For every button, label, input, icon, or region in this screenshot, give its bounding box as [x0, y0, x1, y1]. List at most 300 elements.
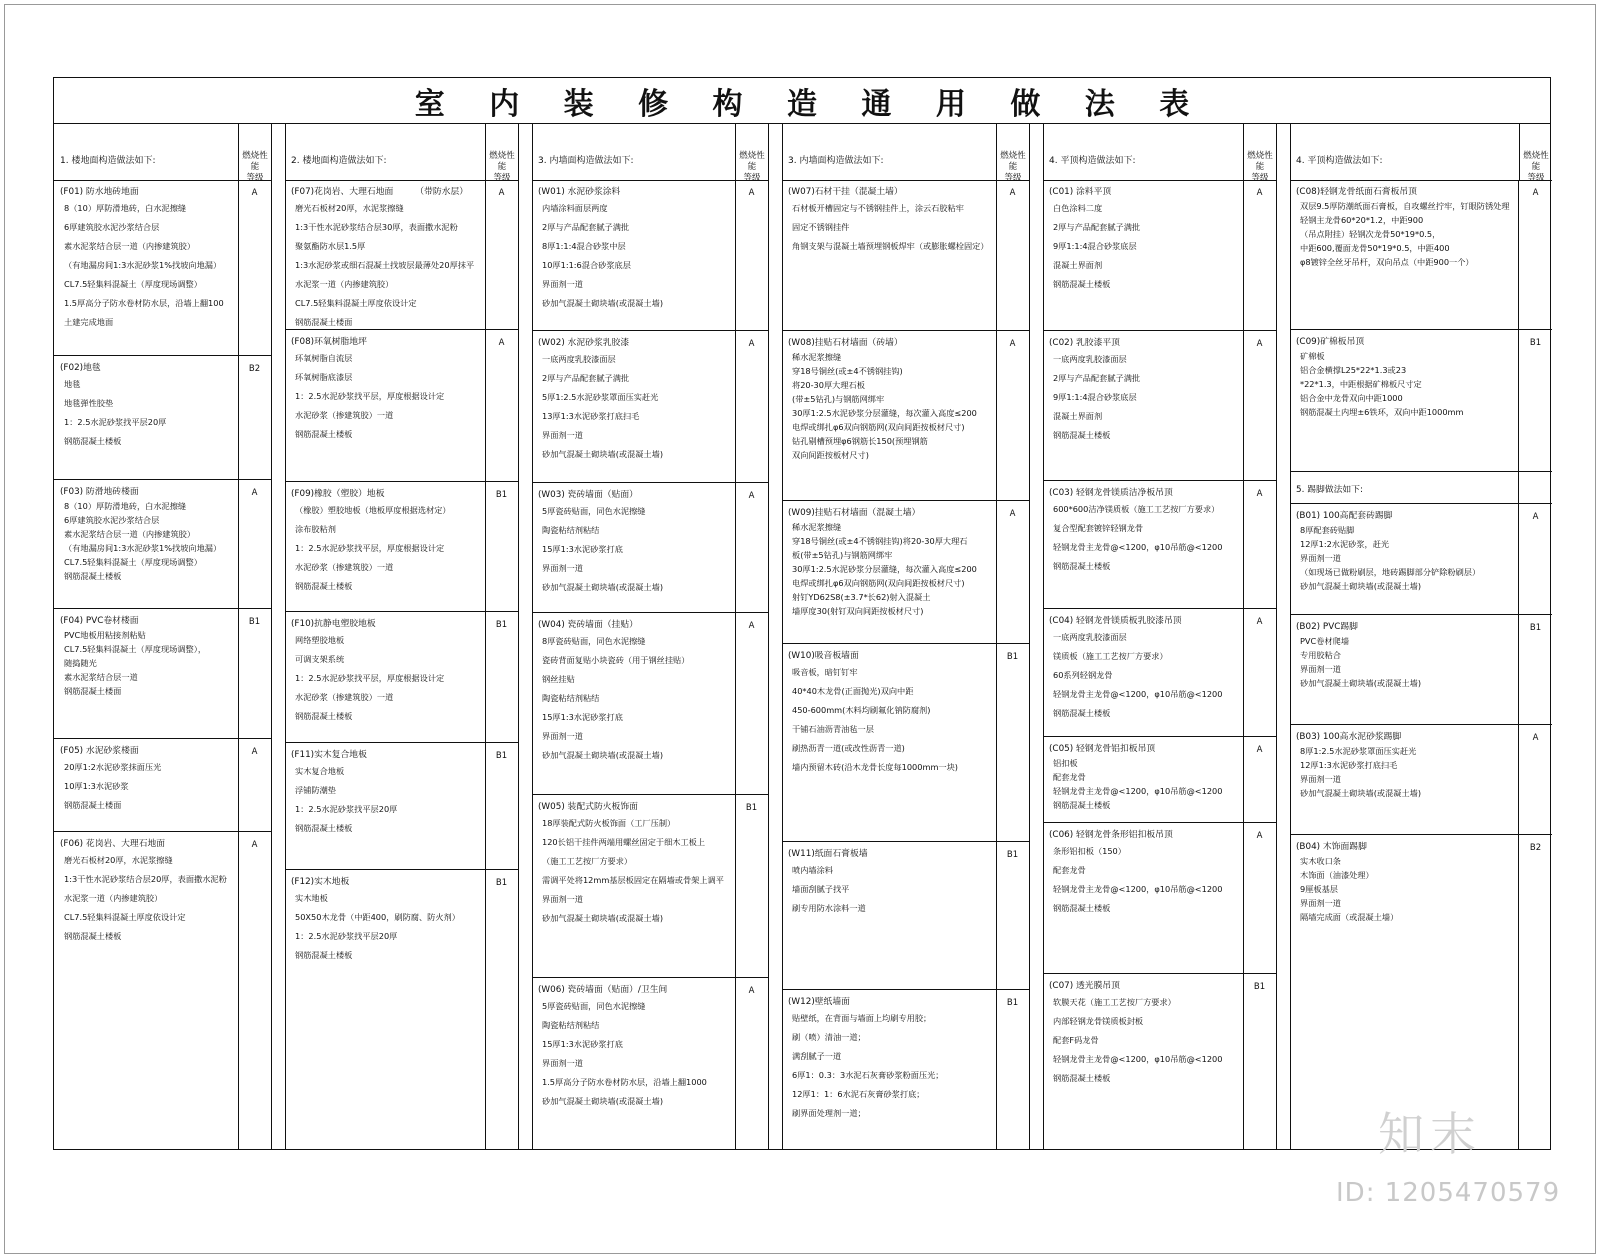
spec-title: (F11)实木复合地板	[291, 750, 367, 760]
watermark-logo: 知末	[1378, 1107, 1482, 1161]
spec-entry	[532, 180, 768, 331]
column-heading: 4. 平顶构造做法如下:	[1049, 156, 1136, 166]
spec-line: 钢筋混凝土楼板	[295, 429, 353, 439]
spec-body	[60, 745, 231, 815]
spec-line: 钢筋混凝土楼板	[295, 950, 353, 960]
fire-grade: A	[1009, 509, 1016, 519]
spec-line: 5厚瓷砖贴面，同色水泥擦缝	[542, 506, 646, 516]
spec-line: 双向间距按板材尺寸)	[792, 450, 869, 460]
spec-line: 界面剂一道	[542, 430, 583, 440]
fire-grade: A	[1009, 339, 1016, 349]
spec-body	[60, 838, 231, 946]
grade-header: 燃烧性能 等级	[735, 123, 768, 180]
spec-title: (F01) 防水地砖地面	[60, 187, 139, 197]
spec-body	[1296, 186, 1512, 269]
spec-line: 水泥砂浆（掺建筑胶）一道	[295, 562, 394, 572]
spec-line: 9厚1:1:4混合砂浆底层	[1053, 392, 1137, 402]
title-row	[54, 78, 1550, 124]
grade-header: 燃烧性能 等级	[996, 123, 1029, 180]
spec-line: 角钢支架与混凝土墙预埋钢板焊牢（或膨胀螺栓固定）	[792, 241, 989, 251]
spec-entry	[285, 482, 518, 612]
fire-grade: A	[251, 488, 258, 498]
spec-entry	[1290, 615, 1552, 725]
spec-line: 配套龙骨	[1053, 865, 1086, 875]
fire-grade: A	[1256, 745, 1263, 755]
spec-line: 土建完成地面	[64, 317, 114, 327]
spec-body	[1049, 337, 1236, 445]
spec-body	[1296, 621, 1512, 690]
spec-line: 吸音板，暗钉钉牢	[792, 667, 858, 677]
spec-line: 隔墙完成面（或混凝土墙）	[1300, 912, 1399, 922]
fire-grade: A	[1256, 831, 1263, 841]
fire-grade: A	[748, 621, 755, 631]
spec-line: （有地漏房间1:3水泥砂浆1%找坡向地漏）	[64, 543, 222, 553]
spec-entry	[1043, 737, 1276, 823]
spec-title: (B03) 100高水泥砂浆踢脚	[1296, 732, 1402, 742]
fire-grade: A	[748, 188, 755, 198]
spec-line: 砂加气混凝土砌块墙(或混凝土墙)	[542, 913, 664, 923]
spec-line: 2厚与产品配套腻子满批	[542, 222, 630, 232]
spec-title: (W03) 瓷砖墙面（贴面）	[538, 490, 638, 500]
spec-line: 450-600mm(木料均刷氟化钠防腐剂)	[792, 705, 931, 715]
spec-title: (C05) 轻钢龙骨铝扣板吊顶	[1049, 744, 1156, 754]
spec-line: 磨光石板材20厚，水泥浆擦缝	[64, 855, 173, 865]
spec-line: （有地漏房间1:3水泥砂浆1%找坡向地漏）	[64, 260, 222, 270]
spec-line: 陶瓷粘结剂粘结	[542, 1020, 600, 1030]
spec-line: 界面剂一道	[542, 894, 583, 904]
spec-entry	[1043, 609, 1276, 737]
spec-body	[1049, 186, 1236, 294]
column-gap	[272, 123, 286, 1149]
spec-line: 墙厚度30(射钉双向间距按板材尺寸)	[792, 606, 924, 616]
spec-line: 1：2.5水泥砂浆找平层20厚	[295, 804, 398, 814]
spec-line: 复合型配套镀锌轻钢龙骨	[1053, 523, 1144, 533]
spec-body	[291, 618, 478, 726]
spec-entry	[54, 739, 271, 832]
spec-title: (C03) 轻钢龙骨镁质洁净板吊顶	[1049, 488, 1173, 498]
spec-line: 1：2.5水泥砂浆找平层，厚度根据设计定	[295, 543, 445, 553]
spec-line: 8（10）厚防滑地砖，白水泥擦缝	[64, 203, 187, 213]
spec-title: 5. 踢脚做法如下:	[1296, 485, 1363, 495]
spec-line: 刷专用防水涂料一道	[792, 903, 866, 913]
spec-body	[788, 186, 989, 256]
spec-line: 轻钢龙骨主龙骨@<1200，φ10吊筋@<1200	[1053, 1054, 1223, 1064]
spec-line: 内墙涂料面层两度	[542, 203, 608, 213]
spec-line: 钢筋混凝土楼面	[64, 686, 122, 696]
spec-entry	[1043, 823, 1276, 974]
spec-line: 中距600,覆面龙骨50*19*0.5，中距400	[1300, 243, 1450, 253]
spec-line: 素水泥浆结合层一道（内掺建筑胶）	[64, 241, 196, 251]
spec-line: 混凝土界面剂	[1053, 411, 1103, 421]
column-gap	[769, 123, 783, 1149]
spec-line: 砂加气混凝土砌块墙(或混凝土墙)	[542, 449, 664, 459]
spec-body	[1296, 841, 1512, 924]
spec-body	[1296, 731, 1512, 800]
spec-line: CL7.5轻集料混凝土厚度依设计定	[64, 912, 186, 922]
column-heading: 2. 楼地面构造做法如下:	[291, 156, 387, 166]
spec-entry	[54, 832, 271, 1172]
spec-entry	[532, 613, 768, 795]
spec-body	[60, 615, 231, 698]
spec-title: (F02)地毯	[60, 363, 101, 373]
spec-line: （吊点附挂）轻钢次龙骨50*19*0.5，	[1300, 229, 1441, 239]
spec-title: (C07) 透光膜吊顶	[1049, 981, 1120, 991]
spec-line: 专用胶粘合	[1300, 650, 1341, 660]
spec-line: 铝合金中龙骨双向中距1000	[1300, 393, 1403, 403]
spec-line: 射钉YD62S8(±3.7*长62)射入混凝土	[792, 592, 931, 602]
spec-line: 刷界面处理剂一道；	[792, 1108, 866, 1118]
spec-body	[538, 186, 728, 313]
spec-line: 2厚与产品配套腻子满批	[1053, 373, 1141, 383]
spec-body	[60, 486, 231, 583]
spec-line: 稀水泥浆擦缝	[792, 522, 842, 532]
spec-line: 钢筋混凝土楼板	[295, 823, 353, 833]
spec-line: 陶瓷粘结剂粘结	[542, 525, 600, 535]
spec-line: 素水泥浆结合层一道（内掺建筑胶）	[64, 529, 196, 539]
spec-line: 1：2.5水泥砂浆找平层，厚度根据设计定	[295, 391, 445, 401]
spec-line: 干铺石油沥青油毡一层	[792, 724, 874, 734]
spec-line: 喷内墙涂料	[792, 865, 833, 875]
fire-grade: B1	[1006, 850, 1019, 860]
fire-grade: A	[1532, 512, 1539, 522]
spec-line: 环氧树脂底漆层	[295, 372, 353, 382]
column-header	[54, 123, 271, 181]
spec-line: 界面剂一道	[1300, 774, 1341, 784]
spec-body	[1049, 615, 1236, 723]
spec-line: 钻孔剔槽预埋φ6钢筋长150(预埋钢筋	[792, 436, 928, 446]
spec-title: (F09)橡胶（塑胶）地板	[291, 489, 385, 499]
fire-grade: A	[748, 339, 755, 349]
spec-line: 界面剂一道	[1300, 553, 1341, 563]
spec-title: (W07)石材干挂（混凝土墙）	[788, 187, 903, 197]
spec-entry	[532, 978, 768, 1106]
spec-line: 条形铝扣板（150）	[1053, 846, 1126, 856]
spec-line: *22*1.3，中距根据矿棉板尺寸定	[1300, 379, 1422, 389]
spec-line: 需调平处将12mm基层板固定在隔墙或骨架上调平	[542, 875, 724, 885]
spec-body	[291, 488, 478, 596]
spec-body	[788, 848, 989, 918]
spec-line: 电焊或绑扎φ6双向钢筋网(双向间距按板材尺寸)	[792, 422, 965, 432]
column-heading: 4. 平顶构造做法如下:	[1296, 156, 1383, 166]
spec-line: 内部轻钢龙骨镁质板封板	[1053, 1016, 1144, 1026]
spec-line: 配套龙骨	[1053, 772, 1086, 782]
spec-line: 10厚1:3水泥砂浆	[64, 781, 129, 791]
spec-body	[538, 337, 728, 464]
spec-line: 6厚建筑胶水泥沙浆结合层	[64, 222, 160, 232]
spec-title: (F10)抗静电塑胶地板	[291, 619, 376, 629]
spec-line: 120长铝干挂件两端用螺丝固定于细木工板上	[542, 837, 706, 847]
spec-line: 刷热沥青一道(或改性沥青一道)	[792, 743, 905, 753]
spec-entry	[1290, 835, 1552, 1017]
spec-line: 水泥砂浆（掺建筑胶）一道	[295, 410, 394, 420]
spec-body	[538, 489, 728, 597]
fire-grade: A	[1256, 489, 1263, 499]
spec-line: 板(带±5钻孔)与钢筋网绑牢	[792, 550, 893, 560]
spec-line: 钢筋混凝土楼板	[1053, 1073, 1111, 1083]
spec-line: 将20-30厚大理石板	[792, 380, 865, 390]
spec-title: (F05) 水泥砂浆楼面	[60, 746, 139, 756]
spec-line: 浮铺防潮垫	[295, 785, 336, 795]
spec-line: 界面剂一道	[542, 563, 583, 573]
fire-grade: B1	[495, 878, 508, 888]
spec-entry	[285, 180, 518, 330]
fire-grade: B1	[248, 617, 261, 627]
spec-line: 9厚1:1:4混合砂浆底层	[1053, 241, 1137, 251]
grade-header: 燃烧性能 等级	[485, 123, 518, 180]
spec-entry	[1290, 330, 1552, 472]
fire-grade: A	[748, 491, 755, 501]
spec-line: 2厚与产品配套腻子满批	[1053, 222, 1141, 232]
spec-line: 涂布胶粘剂	[295, 524, 336, 534]
fire-grade: A	[1256, 617, 1263, 627]
spec-line: （施工工艺按厂方要求）	[542, 856, 633, 866]
spec-line: 实木收口条	[1300, 856, 1341, 866]
spec-title: (F07)花岗岩、大理石地面 （带防水层）	[291, 187, 469, 197]
spec-line: PVC地板用粘接剂粘贴	[64, 630, 146, 640]
spec-line: 钢筋混凝土楼板	[295, 711, 353, 721]
spec-title: (W10)吸音板墙面	[788, 651, 859, 661]
spec-entry	[1043, 180, 1276, 331]
spec-body	[788, 337, 989, 462]
spec-line: 穿18号铜丝(或±4不锈钢挂钩)将20-30厚大理石	[792, 536, 968, 546]
spec-entry	[1290, 725, 1552, 835]
spec-entry	[54, 356, 271, 480]
spec-line: 矿棉板	[1300, 351, 1325, 361]
spec-entry	[1043, 974, 1276, 1094]
spec-title: (W08)挂贴石材墙面（砖墙）	[788, 338, 903, 348]
fire-grade: A	[251, 840, 258, 850]
spec-title: (W06) 瓷砖墙面（贴面）/卫生间	[538, 985, 668, 995]
spec-entry	[782, 501, 1029, 644]
spec-entry	[782, 990, 1029, 1118]
spec-line: 钢丝挂贴	[542, 674, 575, 684]
spec-line: 1：2.5水泥砂浆找平层，厚度根据设计定	[295, 673, 445, 683]
column-gap	[1277, 123, 1291, 1149]
spec-line: 5厚1:2.5水泥砂浆罩面压实赶光	[542, 392, 659, 402]
spec-line: 界面剂一道	[542, 1058, 583, 1068]
spec-line: 10厚1:1:6混合砂浆底层	[542, 260, 631, 270]
spec-line: 软膜天花（施工工艺按厂方要求）	[1053, 997, 1176, 1007]
grade-header: 燃烧性能 等级	[1519, 123, 1552, 180]
spec-line: 实木地板	[295, 893, 328, 903]
spec-line: 砂加气混凝土砌块墙(或混凝土墙)	[1300, 581, 1422, 591]
spec-line: 钢筋混凝土楼板	[1053, 279, 1111, 289]
spec-line: 木饰面（油漆处理）	[1300, 870, 1374, 880]
spec-body	[1296, 478, 1512, 497]
spec-line: 稀水泥浆擦缝	[792, 352, 842, 362]
spec-line: 钢筋混凝土楼面	[64, 800, 122, 810]
fire-grade: B1	[1006, 652, 1019, 662]
spec-line: CL7.5轻集料混凝土厚度依设计定	[295, 298, 417, 308]
spec-line: 刷（喷）清油一道；	[792, 1032, 866, 1042]
spec-line: 钢筋混凝土楼板	[64, 436, 122, 446]
column-gap	[519, 123, 533, 1149]
spec-line: 混凝土界面剂	[1053, 260, 1103, 270]
spec-line: 5厚瓷砖贴面，同色水泥擦缝	[542, 1001, 646, 1011]
spec-line: (带±5钻孔)与钢筋网绑牢	[792, 394, 885, 404]
fire-grade: A	[1009, 188, 1016, 198]
spec-line: 钢筋混凝土楼板	[295, 581, 353, 591]
spec-line: 石材板开槽固定与不锈钢挂件上，涂云石胶粘牢	[792, 203, 964, 213]
column-header	[1043, 123, 1276, 181]
column-heading: 3. 内墙面构造做法如下:	[788, 156, 884, 166]
spec-line: 网络塑胶地板	[295, 635, 345, 645]
fire-grade: B2	[1529, 843, 1542, 853]
spec-line: 地毯	[64, 379, 81, 389]
spec-line: CL7.5轻集料混凝土（厚度现场调整）	[64, 557, 202, 567]
spec-line: 墙内预留木砖(沿木龙骨长度每1000mm一块)	[792, 762, 958, 772]
spec-title: (C04) 轻钢龙骨镁质板乳胶漆吊顶	[1049, 616, 1182, 626]
spec-line: 聚氨酯防水层1.5厚	[295, 241, 366, 251]
column-3	[532, 123, 769, 1149]
spec-line: 1:3干性水泥砂浆结合层30厚，表面撒水泥粉	[295, 222, 458, 232]
fire-grade: B1	[495, 620, 508, 630]
spec-line: 砂加气混凝土砌块墙(或混凝土墙)	[542, 298, 664, 308]
spec-line: 砂加气混凝土砌块墙(或混凝土墙)	[1300, 678, 1422, 688]
watermark-id: ID: 1205470579	[1336, 1178, 1561, 1208]
spec-line: 1：2.5水泥砂浆找平层20厚	[295, 931, 398, 941]
spec-line: 轻钢龙骨主龙骨@<1200，φ10吊筋@<1200	[1053, 689, 1223, 699]
spec-line: 贴壁纸，在背面与墙面上均刷专用胶；	[792, 1013, 932, 1023]
spec-line: 8厚瓷砖贴面，同色水泥擦缝	[542, 636, 646, 646]
spec-line: 20厚1:2水泥砂浆抹面压光	[64, 762, 162, 772]
spec-line: 8厚1:2.5水泥砂浆罩面压实赶光	[1300, 746, 1417, 756]
spec-entry	[532, 331, 768, 483]
spec-body	[1049, 743, 1236, 812]
spec-line: 钢筋混凝土楼板	[1053, 561, 1111, 571]
spec-line: 8（10）厚防滑地砖，白水泥擦缝	[64, 501, 187, 511]
spec-line: （橡胶）塑胶地板（地板厚度根据选材定）	[295, 505, 451, 515]
spec-body	[538, 984, 728, 1111]
spec-entry	[1043, 481, 1276, 609]
spec-title: (W01) 水泥砂浆涂料	[538, 187, 621, 197]
spec-line: 钢筋混凝土楼板	[1053, 430, 1111, 440]
fire-grade: A	[498, 188, 505, 198]
spec-line: 镁质板（施工工艺按厂方要求）	[1053, 651, 1168, 661]
spec-line: 素水泥浆结合层一道	[64, 672, 138, 682]
spec-line: 一底两度乳胶漆面层	[542, 354, 616, 364]
spec-line: 1:3干性水泥砂浆结合层20厚，表面撒水泥粉	[64, 874, 227, 884]
spec-line: 12厚1:3水泥砂浆打底扫毛	[1300, 760, 1398, 770]
spec-line: φ8镀锌全丝牙吊杆，双向吊点（中距900一个）	[1300, 257, 1474, 267]
fire-grade: B1	[745, 803, 758, 813]
spec-line: 1.5厚高分子防水卷材防水层，沿墙上翻100	[64, 298, 224, 308]
spec-entry	[54, 180, 271, 356]
spec-line: 1：2.5水泥砂浆找平层20厚	[64, 417, 167, 427]
column-heading: 1. 楼地面构造做法如下:	[60, 156, 156, 166]
spec-title: (C02) 乳胶漆平顶	[1049, 338, 1120, 348]
spec-body	[788, 507, 989, 618]
spec-title: (C01) 涂料平顶	[1049, 187, 1112, 197]
column-header	[532, 123, 768, 181]
spec-body	[60, 362, 231, 451]
spec-body	[788, 650, 989, 777]
spec-line: 12厚1：1：6水泥石灰膏砂浆打底；	[792, 1089, 925, 1099]
spec-entry	[782, 331, 1029, 501]
column-gap	[1030, 123, 1044, 1149]
spec-line: 钢筋混凝土楼板	[1053, 903, 1111, 913]
spec-body	[538, 619, 728, 765]
spec-line: 轻钢龙骨主龙骨@<1200，φ10吊筋@<1200	[1053, 884, 1223, 894]
fire-grade: A	[1532, 733, 1539, 743]
column-header	[1290, 123, 1552, 181]
column-6	[1290, 123, 1552, 1149]
spec-title: (F03) 防滑地砖楼面	[60, 487, 139, 497]
spec-line: 界面剂一道	[542, 731, 583, 741]
spec-line: （如现场已做粉刷层，地砖踢脚部分铲除粉刷层）	[1300, 567, 1481, 577]
column-2	[285, 123, 519, 1149]
spec-line: 铝合金横撑L25*22*1.3或23	[1300, 365, 1407, 375]
column-4	[782, 123, 1030, 1149]
spec-line: 可调支架系统	[295, 654, 345, 664]
fire-grade: A	[1256, 188, 1263, 198]
spec-entry	[285, 612, 518, 743]
spec-line: 50X50木龙骨（中距400，刷防腐、防火剂）	[295, 912, 460, 922]
spec-entry	[54, 609, 271, 739]
spec-title: (F12)实木地板	[291, 877, 350, 887]
spec-line: 60系列轻钢龙骨	[1053, 670, 1113, 680]
grade-header: 燃烧性能 等级	[238, 123, 271, 180]
spec-line: 600*600洁净镁质板（施工工艺按厂方要求）	[1053, 504, 1220, 514]
spec-title: (B04) 木饰面踢脚	[1296, 842, 1367, 852]
spec-entry	[782, 180, 1029, 331]
spec-line: CL7.5轻集料混凝土（厚度现场调整），	[64, 644, 207, 654]
spec-line: 实木复合地板	[295, 766, 345, 776]
spec-title: (C09)矿棉板吊顶	[1296, 337, 1365, 347]
spec-line: 12厚1:2水泥砂浆，赶光	[1300, 539, 1390, 549]
spec-title: (F04) PVC卷材楼面	[60, 616, 139, 626]
spec-body	[1049, 829, 1236, 918]
spec-line: 钢筋混凝土楼板	[64, 931, 122, 941]
spec-line: 界面剂一道	[1300, 664, 1341, 674]
construction-table	[53, 77, 1551, 1150]
spec-title: (W04) 瓷砖墙面（挂贴）	[538, 620, 638, 630]
spec-line: 6厚建筑胶水泥沙浆结合层	[64, 515, 160, 525]
spec-body	[788, 996, 989, 1123]
spec-line: 满刮腻子一道	[792, 1051, 842, 1061]
fire-grade: B1	[1253, 982, 1266, 992]
spec-line: 随捣随光	[64, 658, 97, 668]
spec-title: (B02) PVC踢脚	[1296, 622, 1358, 632]
spec-line: 9厘板基层	[1300, 884, 1338, 894]
spec-entry	[285, 330, 518, 482]
spec-entry	[1290, 180, 1552, 330]
spec-line: 穿18号铜丝(或±4不锈钢挂钩)	[792, 366, 903, 376]
spec-line: 界面剂一道	[1300, 898, 1341, 908]
column-5	[1043, 123, 1277, 1149]
spec-line: 砂加气混凝土砌块墙(或混凝土墙)	[542, 750, 664, 760]
spec-entry	[532, 483, 768, 613]
spec-body	[1296, 336, 1512, 419]
table-title: 室 内 装 修 构 造 通 用 做 法 表	[414, 86, 1207, 122]
fire-grade: A	[498, 338, 505, 348]
spec-line: 钢筋混凝土内埋±6铁环，双向中距1000mm	[1300, 407, 1464, 417]
grade-header: 燃烧性能 等级	[1243, 123, 1276, 180]
spec-entry	[532, 795, 768, 978]
fire-grade: A	[251, 188, 258, 198]
spec-line: 8厚配套砖贴脚	[1300, 525, 1355, 535]
spec-title: (W02) 水泥砂浆乳胶漆	[538, 338, 630, 348]
spec-line: 8厚1:1:4混合砂浆中层	[542, 241, 626, 251]
spec-entry	[1043, 331, 1276, 481]
spec-line: 墙面刮腻子找平	[792, 884, 850, 894]
spec-line: 砂加气混凝土砌块墙(或混凝土墙)	[542, 1096, 664, 1106]
spec-line: 陶瓷粘结剂粘结	[542, 693, 600, 703]
spec-title: (W09)挂贴石材墙面（混凝土墙）	[788, 508, 921, 518]
spec-line: 轻钢龙骨主龙骨@<1200，φ10吊筋@<1200	[1053, 542, 1223, 552]
fire-grade: B1	[495, 751, 508, 761]
spec-line: 钢筋混凝土楼板	[1053, 708, 1111, 718]
